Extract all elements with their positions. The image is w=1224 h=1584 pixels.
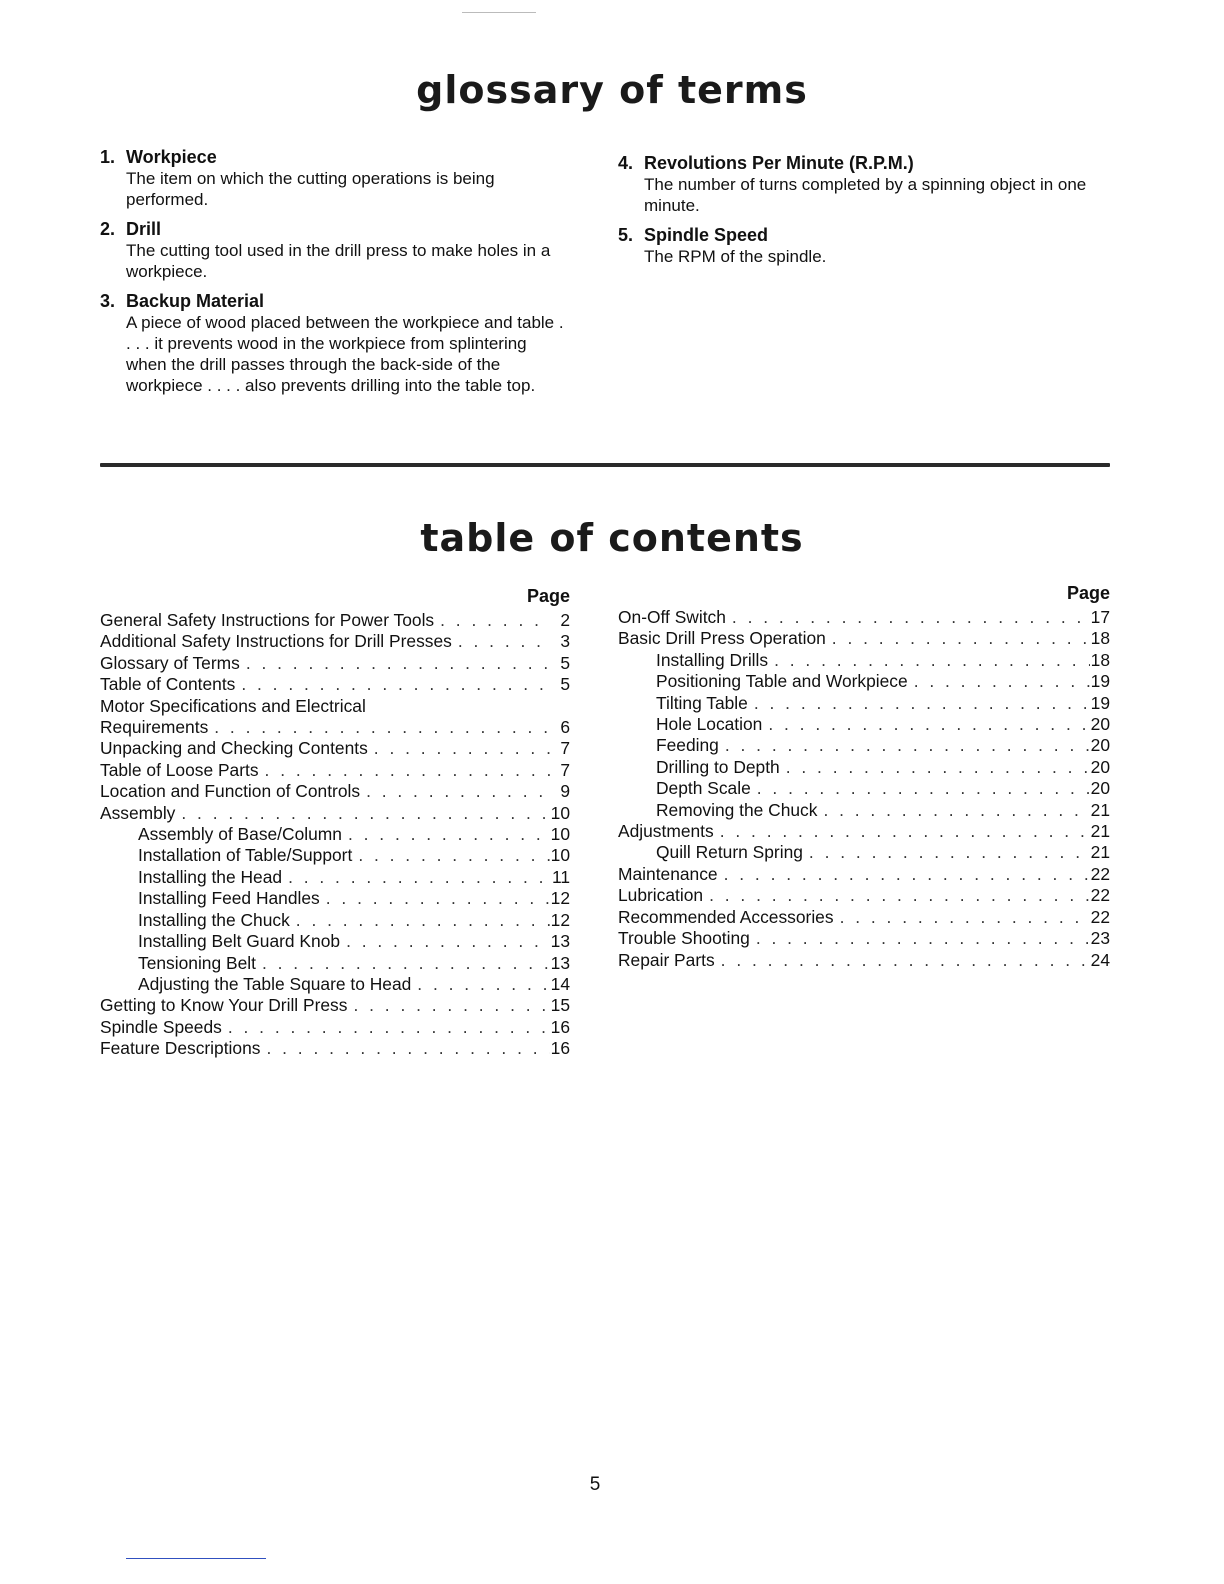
term-number: 1. [100,147,116,167]
toc-entry [618,800,1110,821]
toc-entry-title: Recommended Accessories [618,906,834,927]
term-name: Spindle Speed [644,225,769,245]
term-definition: The cutting tool used in the drill press to make holes in a workpiece. [126,241,551,281]
toc-dot-leader [452,631,550,652]
toc-entry-title: Table of Loose Parts [100,759,259,780]
toc-dot-leader [762,714,1090,735]
toc-dot-leader [320,888,550,909]
toc-dot-leader [259,760,550,781]
toc-entry-page: 20 [1090,756,1110,777]
toc-entry-title: Location and Function of Controls [100,781,361,802]
toc-dot-leader [768,650,1090,671]
toc-dot-leader [282,867,550,888]
toc-dot-leader [175,803,550,824]
toc-entry [100,845,570,866]
toc-entry [618,864,1110,885]
toc-entry-title: Positioning Table and Workpiece [656,671,908,692]
toc-entry-title: Drilling to Depth [656,756,780,777]
toc-entry-page: 16 [550,1038,570,1059]
toc-entry [100,696,570,717]
toc-entry-page: 20 [1090,735,1110,756]
toc-entry-page: 12 [550,888,570,909]
toc-entry-page: 15 [550,995,570,1016]
term-definition: The RPM of the spindle. [644,247,827,266]
toc-entry [618,714,1110,735]
toc-entry-title: Requirements [100,717,209,738]
toc-dot-leader [714,821,1090,842]
toc-left-column [100,584,570,1060]
toc-entry-title: Installing Belt Guard Knob [138,931,341,952]
toc-entry-page: 22 [1090,863,1110,884]
term-definition: The item on which the cutting operations is being performed. [126,169,495,209]
toc-entry-title: Installing Feed Handles [138,888,320,909]
toc-entry-title: Tilting Table [656,692,748,713]
term-name: Backup Material [126,291,265,311]
toc-entry-page: 22 [1090,885,1110,906]
toc-entry [100,910,570,931]
term-number: 4. [618,153,634,173]
toc-entry [618,928,1110,949]
toc-dot-leader [208,717,550,738]
toc-entry [100,888,570,909]
toc-entry [618,778,1110,799]
toc-entry-title: Repair Parts [618,949,715,970]
toc-entry-title: Installing the Head [138,866,283,887]
toc-entry [100,760,570,781]
toc-entry [100,824,570,845]
toc-dot-leader [750,928,1090,949]
toc-dot-leader [342,824,550,845]
term-number: 3. [100,291,116,311]
toc-entry [618,735,1110,756]
toc-entry-title: Installing Drills [656,649,769,670]
toc-title: table of contents [420,516,804,560]
toc-dot-leader [240,653,550,674]
toc-dot-leader [834,907,1090,928]
toc-entry-page: 2 [560,610,570,630]
toc-entry [100,953,570,974]
toc-entry [100,610,570,631]
toc-entry-page: 20 [1090,714,1110,735]
toc-dot-leader [340,931,550,952]
toc-entry-page: 16 [550,1016,570,1037]
toc-dot-leader [726,607,1090,628]
toc-entry-page: 13 [550,952,570,973]
toc-entry-title: Assembly [100,802,176,823]
toc-entry-title: Motor Specifications and Electrical [100,695,366,716]
term-name: Drill [126,219,162,239]
term-number: 5. [618,225,634,245]
toc-entry-page: 3 [560,631,570,652]
toc-entry-title: Hole Location [656,714,763,735]
term-definition: The number of turns completed by a spinning object in one minute. [644,175,1087,215]
toc-dot-leader [347,995,550,1016]
glossary-title: glossary of terms [416,68,808,112]
toc-entry-page: 7 [560,759,570,780]
toc-entry-title: Glossary of Terms [100,652,240,673]
toc-right-column [618,581,1110,971]
toc-page-header: Page [526,586,570,606]
toc-entry-title: Unpacking and Checking Contents [100,738,368,759]
toc-entry [618,693,1110,714]
toc-entry [100,931,570,952]
toc-entry [100,1017,570,1038]
toc-page-header: Page [1066,583,1110,603]
toc-entry-page: 21 [1090,821,1110,842]
toc-entry-page: 18 [1090,649,1110,670]
scan-artifact-line [126,1558,266,1559]
toc-entry [618,885,1110,906]
glossary-term [100,146,570,210]
term-name: Workpiece [126,147,217,167]
toc-entry-page: 9 [560,781,570,802]
toc-entry [100,867,570,888]
toc-entry [100,631,570,652]
toc-dot-leader [803,842,1090,863]
toc-entry-title: Installation of Table/Support [138,845,353,866]
toc-entry [618,628,1110,649]
toc-dot-leader [718,864,1090,885]
toc-entry [100,717,570,738]
page-number: 5 [589,1474,601,1495]
toc-entry [100,674,570,695]
toc-entry [618,842,1110,863]
toc-entry-page: 10 [550,845,570,866]
toc-dot-leader [715,950,1090,971]
toc-dot-leader [260,1038,550,1059]
toc-entry-title: Tensioning Belt [138,952,256,973]
toc-entry-title: Maintenance [618,863,718,884]
term-name: Revolutions Per Minute (R.P.M.) [644,153,914,173]
toc-dot-leader [748,693,1090,714]
toc-entry-title: On-Off Switch [618,607,726,627]
toc-entry-page: 12 [550,909,570,930]
toc-entry-page: 19 [1090,692,1110,713]
toc-entry-page: 20 [1090,778,1110,799]
toc-entry-title: Feature Descriptions [100,1038,261,1059]
toc-entry-page: 21 [1090,842,1110,863]
toc-entry-title: Spindle Speeds [100,1016,222,1037]
toc-dot-leader [434,610,550,631]
toc-right-list [618,607,1110,971]
toc-entry-page: 5 [560,674,570,695]
glossary-term [618,152,1118,216]
toc-entry-page: 22 [1090,906,1110,927]
toc-entry-title: General Safety Instructions for Power Tools [100,610,435,630]
toc-entry [618,950,1110,971]
toc-entry [100,1038,570,1059]
toc-entry-page: 17 [1090,607,1110,627]
toc-dot-leader [719,735,1090,756]
toc-entry-title: Adjusting the Table Square to Head [138,973,412,994]
toc-dot-leader [222,1017,550,1038]
toc-entry [618,821,1110,842]
toc-dot-leader [908,671,1090,692]
toc-entry-title: Quill Return Spring [656,842,803,863]
toc-entry [618,757,1110,778]
toc-entry-page: 14 [550,973,570,994]
toc-entry-title: Depth Scale [656,778,751,799]
toc-entry-page: 24 [1090,949,1110,970]
glossary-term [618,224,1118,267]
toc-entry [618,607,1110,628]
section-divider [100,463,1110,467]
toc-dot-leader [256,953,550,974]
term-definition: A piece of wood placed between the workpiece and table . . . . it prevents wood in the workpiece from splintering when the drill passes through the back-side of the workpiece . . . . also prevents drilling into the table top. [126,313,564,395]
toc-dot-leader [290,910,550,931]
toc-entry-page: 6 [560,717,570,738]
toc-entry-page: 11 [551,866,570,887]
glossary-right-column [618,152,1118,275]
toc-entry-page: 13 [550,931,570,952]
toc-dot-leader [780,757,1090,778]
toc-entry-page: 19 [1090,671,1110,692]
toc-entry-title: Trouble Shooting [618,928,750,949]
toc-entry-title: Installing the Chuck [138,909,290,930]
toc-entry-title: Removing the Chuck [656,799,818,820]
toc-entry-title: Feeding [656,735,719,756]
toc-entry [100,738,570,759]
toc-dot-leader [703,885,1090,906]
toc-entry [100,803,570,824]
toc-dot-leader [235,674,550,695]
toc-entry-title: Adjustments [618,821,714,842]
glossary-left-column [100,146,570,404]
toc-entry [100,653,570,674]
toc-dot-leader [751,778,1090,799]
toc-dot-leader [817,800,1090,821]
glossary-term [100,290,570,396]
toc-entry-page: 10 [550,824,570,845]
toc-entry-title: Lubrication [618,885,704,906]
toc-entry [100,995,570,1016]
toc-entry-page: 10 [550,802,570,823]
toc-dot-leader [411,974,550,995]
toc-entry-title: Basic Drill Press Operation [618,628,826,649]
toc-entry-page: 18 [1090,628,1110,649]
toc-entry-title: Getting to Know Your Drill Press [100,995,348,1016]
toc-left-list [100,610,570,1060]
toc-dot-leader [352,845,550,866]
glossary-term [100,218,570,282]
toc-entry-title: Table of Contents [100,674,236,695]
toc-entry-page: 7 [560,738,570,759]
toc-entry [618,671,1110,692]
toc-entry-title: Additional Safety Instructions for Drill Presses [100,631,452,652]
scan-artifact-line [462,12,536,13]
toc-entry-page: 21 [1090,799,1110,820]
toc-entry [618,650,1110,671]
toc-dot-leader [368,738,550,759]
toc-dot-leader [826,628,1090,649]
toc-entry [618,907,1110,928]
toc-entry [100,781,570,802]
toc-entry-page: 23 [1090,928,1110,949]
toc-entry-title: Assembly of Base/Column [138,824,342,845]
toc-dot-leader [360,781,550,802]
toc-entry-page: 5 [560,652,570,673]
term-number: 2. [100,219,116,239]
toc-entry [100,974,570,995]
